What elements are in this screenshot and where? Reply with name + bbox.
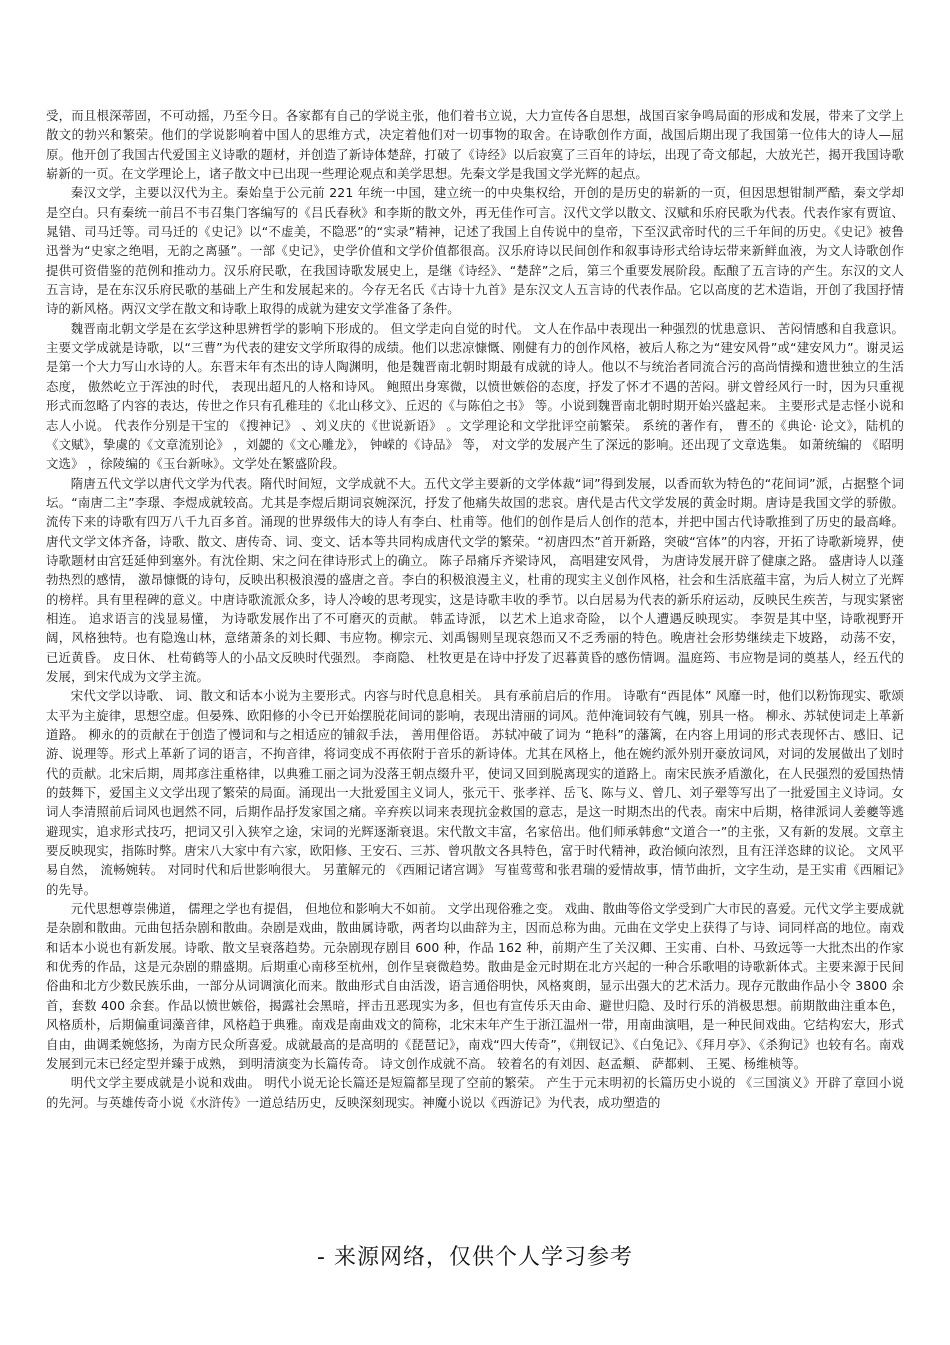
page-footer: - 来源网络，仅供个人学习参考 [317, 1245, 633, 1270]
paragraph-yuan: 元代思想尊崇佛道， 儒理之学也有提倡， 但地位和影响大不如前。 文学出现俗雅之变。 戏曲、散曲等俗文学受到广大市民的喜爱。元代文学主要成就是杂剧和散曲。元曲包括杂剧和散曲。杂剧是戏曲，散曲属诗歌，两者均以曲辞为主，因而总称为曲。元曲在文学史上获得了与诗、词同样高的地位。南戏和话本小说也有新发展。诗歌、散文呈衰落趋势。元杂剧现存剧目 600 种，作品 162 种，前期产生了关汉卿、王实甫、白朴、马致远等一大批杰出的作家和优秀的作品，这是元杂剧的鼎盛期。后期重心南移至杭州，创作呈衰微趋势。散曲是金元时期在北方兴起的一种合乐歌唱的诗歌新体式。主要来源于民间俗曲和北方少数民族乐曲，一部分从词调演化而来。散曲形式自由活泼，语言通俗明快，风格爽朗，显示出强大的艺术活力。现存元散曲作品小令 3800 余首，套数 400 余套。作品以愤世嫉俗，揭露社会黑暗，抨击丑恶现实为多，但也有宣传乐天由命、避世归隐、及时行乐的消极思想。前期散曲注重本色，风格质朴，后期偏重词藻音律，风格趋于典雅。南戏是南曲戏文的简称，北宋末年产生于浙江温州一带，用南曲演唱，是一种民间戏曲。它结构宏大，形式自由，曲调柔婉悠扬，为南方民众所喜爱。成就最高的是高明的《琵琶记》，南戏“四大传奇”，《荆钗记》、《白兔记》、《拜月亭》、《杀狗记》也较有名。南戏发展到元末已经定型并臻于成熟， 到明清演变为长篇传奇。 诗文创作成就不高。 较着名的有刘因、赵孟頫、 萨都剌、 王冕、杨维桢等。 [46, 901, 904, 1071]
paragraph-ming: 明代文学主要成就是小说和戏曲。 明代小说无论长篇还是短篇都呈现了空前的繁荣。 产生于元末明初的长篇历史小说的 《三国演义》开辟了章回小说的先河。与英雄传奇小说《水浒传》一道总结历史，反映深刻现实。神魔小说以《西游记》为代表，成功塑造的 [46, 1075, 904, 1110]
faint-watermark-stamp [560, 470, 650, 510]
paragraph-qin-han: 秦汉文学，主要以汉代为主。秦始皇于公元前 221 年统一中国，建立统一的中央集权给，开创的是历史的崭新的一页，但因思想钳制严酷，秦文学却是空白。只有秦统一前吕不韦召集门客编写的《吕氏春秋》和李斯的散文外，再无佳作可言。汉代文学以散文、汉赋和乐府民歌为代表。代表作家有贾谊、晁错、司马迁等。司马迁的《史记》以“不虚美，不隐恶”的“实录”精神，记述了我国上自传说中的皇帝，下至汉武帝时代的三千年间的历史。《史记》被鲁迅誉为“史家之绝唱，无韵之离骚”。一部《史记》，史学价值和文学价值都很高。汉乐府诗以民间创作和叙事诗形式给诗坛带来新鲜血液，为文人诗歌创作提供可资借鉴的范例和推动力。汉乐府民歌，在我国诗歌发展史上，是继《诗经》、“楚辞”之后，第三个重要发展阶段。酝酿了五言诗的产生。东汉的文人五言诗，是在东汉乐府民歌的基础上产生和发展起来的。今存无名氏《古诗十九首》是东汉文人五言诗的代表作品。它以高度的艺术造诣，开创了我国抒情诗的新风格。两汉文学在散文和诗歌上取得的成就为建安文学准备了条件。 [46, 185, 904, 317]
paragraph-wei-jin: 魏晋南北朝文学是在玄学这种思辨哲学的影响下形成的。 但文学走向自觉的时代。 文人在作品中表现出一种强烈的忧患意识、 苦闷情感和自我意识。主要文学成就是诗歌，以“三曹”为代表的建安文学所取得的成绩。他们以悲凉慷慨、刚健有力的创作风格，被后人称之为“建安风骨”或“建安风力”。谢灵运是第一个大力写山水诗的人。东晋末年有杰出的诗人陶渊明，他是魏晋南北朝时期最有成就的诗人。他以不与统治者同流合污的高尚情操和遗世独立的生活态度， 傲然屹立于浑浊的时代， 表现出超凡的人格和诗风。 鲍照出身寒微，以愤世嫉俗的态度，抒发了怀才不遇的苦闷。骈文曾经风行一时，因为只重视形式而忽略了内容的表达，传世之作只有孔稚珪的《北山移文》、丘迟的《与陈伯之书》 等。小说到魏晋南北朝时期开始兴盛起来。 主要形式是志怪小说和志人小说。 代表作分别是干宝的 《搜神记》 、刘义庆的《世说新语》 。文学理论和文学批评空前繁荣。 系统的著作有， 曹丕的《典论· 论文》，陆机的《文赋》，挚虞的《文章流别论》 ，刘勰的《文心雕龙》， 钟嵘的《诗品》 等， 对文学的发展产生了深远的影响。还出现了文章选集。 如萧统编的 《昭明文选》 ，徐陵编的《玉台新咏》。文学处在繁盛阶段。 [46, 320, 904, 472]
paragraph-sui-tang: 隋唐五代文学以唐代文学为代表。隋代时间短，文学成就不大。五代文学主要新的文学体裁“词”得到发展，以香而软为特色的“花间词”派，占据整个词坛。“南唐二主”李璟、李煜成就较高。尤其是李煜后期词哀婉深沉，抒发了他痛失故国的悲哀。唐代是古代文学发展的黄金时期。唐诗是我国文学的骄傲。流传下来的诗歌有四万八千九百多首。涌现的世界级伟大的诗人有李白、杜甫等。他们的创作是后人创作的范本，并把中国古代诗歌推到了历史的最高峰。唐代文学文体齐备，诗歌、散文、唐传奇、词、变文、话本等共同构成唐代文学的繁荣。“初唐四杰”首开新路，突破“宫体”的内容，开拓了诗歌新境界，使诗歌题材由宫廷延伸到塞外。有沈佺期、宋之问在律诗形式上的确立。 陈子昂痛斥齐梁诗风， 高唱建安风骨， 为唐诗发展开辟了健康之路。 盛唐诗人以蓬勃热烈的感情， 激昂慷慨的诗句，反映出积极浪漫的盛唐之音。李白的积极浪漫主义，杜甫的现实主义创作风格，社会和生活底蕴丰富，为后人树立了光辉的榜样。具有里程碑的意义。中唐诗歌流派众多，诗人冷峻的思考现实，这是诗歌丰收的季节。以白居易为代表的新乐府运动，反映民生疾苦，与现实紧密相连。 追求语言的浅显易懂， 为诗歌发展作出了不可磨灭的贡献。 韩孟诗派， 以艺术上追求奇险， 以个人遭遇反映现实。 李贺是其中坚，诗歌视野开阔，风格独特。也有隐逸山林，意绪萧条的刘长卿、韦应物。柳宗元、刘禹锡则呈现哀怨而又不乏秀丽的特色。晚唐社会形势继续走下坡路， 动荡不安， 已近黄昏。 皮日休、 杜荀鹤等人的小品文反映时代强烈。 李商隐、 杜牧更是在诗中抒发了迟暮黄昏的感伤情调。温庭筠、韦应物是词的奠基人，经五代的发展，到宋代成为文学主流。 [46, 475, 904, 684]
paragraph-pre-qin: 受，而且根深蒂固，不可动摇，乃至今日。各家都有自己的学说主张，他们着书立说，大力宣传各自思想，战国百家争鸣局面的形成和发展，带来了文学上散文的勃兴和繁荣。他们的学说影响着中国人的思维方式，决定着他们对一切事物的取舍。在诗歌创作方面，战国后期出现了我国第一位伟大的诗人—屈原。他开创了我国古代爱国主义诗歌的题材，并创造了新诗体楚辞，打破了《诗经》以后寂寞了三百年的诗坛，出现了奇文郁起，大放光芒，揭开我国诗歌崭新的一页。在文学理论上，诸子散文中已出现一些理论观点和美学思想。先秦文学是我国文学光辉的起点。 [46, 108, 904, 182]
paragraph-song: 宋代文学以诗歌、 词、散文和话本小说为主要形式。内容与时代息息相关。 具有承前启后的作用。 诗歌有“西昆体” 风靡一时，他们以粉饰现实、歌颂太平为主旋律，思想空虚。但晏殊、欧阳修的小令已开始摆脱花间词的影响，表现出清丽的词风。范仲淹词较有气魄，别具一格。 柳永、苏轼使词走上革新道路。 柳永的的贡献在于创造了慢词和与之相适应的铺叙手法， 善用俚俗语。 苏轼冲破了词为 “艳科”的藩篱，在内容上用词的形式表现怀古、感旧、记游、说理等。形式上革新了词的语言，不拘音律，将词变成不再依附于音乐的新诗体。尤其在风格上，他在婉约派外别开豪放词风，对词的发展做出了划时代的贡献。北宋后期，周邦彦注重格律，以典雅工丽之词为没落王朝点缀升平，使词又回到脱离现实的道路上。南宋民族矛盾激化，在人民强烈的爱国热情的鼓舞下，爱国主义文学出现了繁荣的局面。涌现出一大批爱国主义词人，张元干、张孝祥、岳飞、陈与义、曾几、刘子翚等写出了一批爱国主义诗词。女词人李清照前后词风也迥然不同，后期作品抒发家国之痛。辛弃疾以词来表现抗金救国的意志，是这一时期杰出的代表。南宋中后期，格律派词人姜夔等逃避现实，追求形式技巧，把词又引入狭窄之途，宋词的光辉逐渐衰退。宋代散文丰富，名家倍出。他们师承韩愈“文道合一”的主张，又有新的发展。文章主要反映现实，指陈时弊。唐宋八大家中有六家，欧阳修、王安石、三苏、曾巩散文各具特色，富于时代精神，政治倾向浓烈，且有汪洋恣肆的议论。 文风平易自然， 流畅婉转。 对同时代和后世影响很大。 另董解元的 《西厢记诸宫调》 写崔莺莺和张君瑞的爱情故事，情节曲折，文字生动，是王实甫《西厢记》的先导。 [46, 688, 904, 897]
